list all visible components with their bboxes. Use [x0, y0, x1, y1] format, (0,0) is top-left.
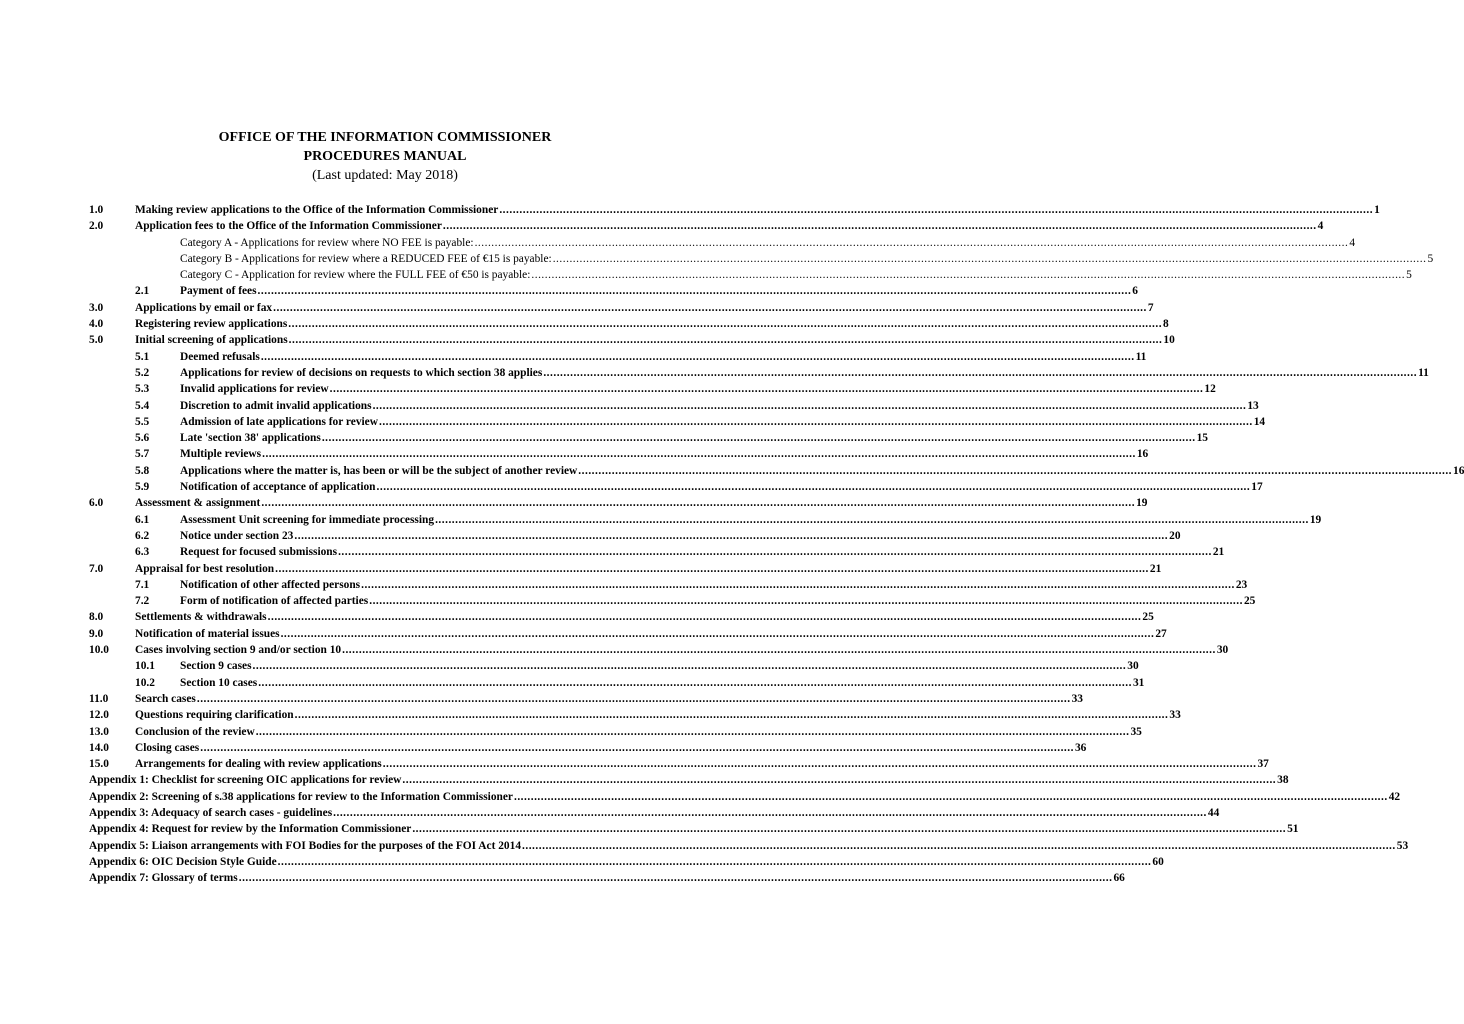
last-updated: (Last updated: May 2018)	[312, 168, 458, 183]
toc-entry-title: Discretion to admit invalid applications	[180, 399, 372, 412]
toc-entry-page: 33	[1071, 692, 1083, 705]
toc-entry-page: 11	[1135, 350, 1147, 363]
toc-entry-number: 10.2	[135, 676, 155, 689]
dot-leader	[262, 446, 1136, 462]
toc-entry-number: 5.9	[135, 481, 150, 494]
dot-leader	[333, 805, 1207, 821]
toc-entry-page: 44	[1207, 806, 1220, 819]
toc-entry[interactable]	[89, 479, 1263, 495]
toc-entry-number: 6.0	[89, 497, 104, 510]
dot-leader	[342, 642, 1216, 658]
dot-leader	[531, 267, 1405, 283]
dot-leader	[288, 316, 1162, 332]
toc-entry-page: 16	[1453, 464, 1464, 477]
toc-entry[interactable]	[89, 381, 1216, 397]
toc-entry[interactable]	[89, 805, 1220, 821]
toc-entry-number: 5.0	[89, 334, 104, 347]
toc-entry-page: 42	[1388, 790, 1401, 803]
dot-leader	[256, 724, 1130, 740]
toc-entry[interactable]	[89, 267, 1412, 283]
dot-leader	[377, 479, 1251, 495]
toc-entry[interactable]	[89, 789, 1401, 805]
toc-entry-title: Applications where the matter is, has been or will be the subject of another review	[180, 464, 578, 477]
toc-entry-title: Assessment Unit screening for immediate processing	[180, 513, 435, 526]
toc-entry-page: 30	[1216, 644, 1229, 657]
toc-entry-title: Section 10 cases	[180, 676, 258, 689]
toc-entry-page: 30	[1127, 660, 1139, 673]
toc-entry[interactable]	[89, 218, 1324, 234]
manual-title: PROCEDURES MANUAL	[303, 149, 467, 164]
toc-entry-page: 37	[1257, 758, 1269, 771]
toc-entry-number: 13.0	[89, 725, 109, 738]
toc-entry-number: 8.0	[89, 611, 104, 624]
toc-entry-number: 6.3	[135, 546, 150, 559]
toc-entry-page: 38	[1277, 774, 1289, 787]
toc-entry-number: 10.1	[135, 660, 155, 673]
toc-entry-number: 14.0	[89, 741, 109, 754]
dot-leader	[258, 283, 1132, 299]
toc-entry[interactable]	[89, 609, 1154, 625]
toc-entry-page: 5	[1427, 252, 1434, 265]
toc-entry-page: 60	[1152, 855, 1164, 868]
toc-entry-number: 5.3	[135, 383, 150, 396]
toc-entry[interactable]	[89, 495, 1148, 511]
toc-entry[interactable]	[89, 446, 1149, 462]
office-title: OFFICE OF THE INFORMATION COMMISSIONER	[218, 130, 552, 145]
toc-entry[interactable]	[89, 561, 1162, 577]
dot-leader	[294, 528, 1168, 544]
toc-entry-number: 5.7	[135, 448, 150, 461]
toc-entry[interactable]	[89, 414, 1266, 430]
toc-entry-page: 35	[1130, 725, 1142, 738]
toc-entry[interactable]	[89, 821, 1299, 837]
toc-entry[interactable]	[89, 235, 1356, 251]
toc-entry-title: Notification of acceptance of application	[180, 481, 376, 494]
toc-entry-title: Multiple reviews	[180, 448, 262, 461]
toc-entry-title: Category C - Application for review where the FULL FEE of €50 is payable:	[180, 269, 531, 282]
toc-entry-page: 25	[1142, 611, 1154, 624]
toc-entry-page: 16	[1136, 448, 1149, 461]
dot-leader	[412, 821, 1286, 837]
document-header	[0, 128, 770, 185]
dot-leader	[499, 202, 1373, 218]
dot-leader	[338, 544, 1212, 560]
dot-leader	[239, 870, 1113, 886]
toc-entry-title: Appendix 1: Checklist for screening OIC applications for review	[89, 774, 402, 787]
toc-entry-page: 1	[1374, 204, 1380, 216]
dot-leader	[268, 609, 1142, 625]
toc-entry-number: 7.2	[135, 595, 150, 608]
dot-leader	[261, 495, 1135, 511]
toc-entry-page: 21	[1212, 546, 1225, 559]
toc-entry-page: 19	[1309, 513, 1322, 526]
toc-entry-number: 2.1	[135, 285, 150, 298]
toc-entry-number: 6.2	[135, 529, 150, 542]
toc-entry[interactable]	[89, 658, 1139, 674]
toc-entry-page: 10	[1163, 334, 1175, 347]
toc-entry-title: Cases involving section 9 and/or section 10	[135, 644, 342, 657]
toc-entry-title: Invalid applications for review	[180, 383, 329, 396]
dot-leader	[258, 675, 1132, 691]
toc-entry[interactable]	[89, 463, 1464, 479]
toc-entry-number: 6.1	[135, 513, 150, 526]
toc-entry-title: Admission of late applications for review	[180, 415, 378, 428]
toc-entry[interactable]	[89, 756, 1269, 772]
toc-entry-page: 21	[1149, 562, 1162, 575]
toc-entry-title: Search cases	[135, 692, 196, 705]
table-of-contents	[89, 202, 1464, 886]
dot-leader	[197, 691, 1071, 707]
toc-entry-title: Payment of fees	[180, 285, 257, 298]
toc-entry[interactable]	[89, 740, 1087, 756]
toc-entry[interactable]	[89, 430, 1208, 446]
toc-entry-number: 5.8	[135, 464, 150, 477]
toc-entry-title: Assessment & assignment	[135, 497, 261, 510]
toc-entry-number: 15.0	[89, 758, 109, 771]
toc-entry[interactable]	[89, 593, 1256, 609]
dot-leader	[402, 772, 1276, 788]
toc-entry[interactable]	[89, 365, 1429, 381]
toc-entry-title: Notification of other affected persons	[180, 578, 361, 591]
dot-leader	[475, 235, 1349, 251]
toc-entry-page: 66	[1113, 872, 1125, 885]
toc-entry[interactable]	[89, 838, 1409, 854]
toc-entry-number: 5.2	[135, 366, 150, 379]
toc-entry-page: 11	[1418, 366, 1429, 379]
toc-entry[interactable]	[89, 349, 1147, 365]
toc-entry-number: 10.0	[89, 644, 109, 657]
toc-entry-title: Appendix 5: Liaison arrangements with FOI Bodies for the purposes of the FOI Act 2014	[89, 839, 522, 852]
toc-entry-number: 11.0	[89, 692, 109, 705]
toc-entry-title: Appendix 6: OIC Decision Style Guide	[89, 855, 277, 868]
toc-entry-title: Appendix 2: Screening of s.38 applications for review to the Information Commissioner	[89, 790, 513, 803]
toc-entry-title: Category B - Applications for review where a REDUCED FEE of €15 is payable:	[180, 252, 552, 265]
toc-entry[interactable]	[89, 528, 1181, 544]
toc-entry-page: 13	[1247, 399, 1259, 412]
toc-entry-page: 14	[1253, 415, 1266, 428]
dot-leader	[522, 838, 1396, 854]
toc-entry-number: 5.5	[135, 415, 150, 428]
toc-entry-title: Notice under section 23	[180, 529, 294, 542]
toc-entry[interactable]	[89, 544, 1225, 560]
toc-entry-title: Questions requiring clarification	[135, 709, 294, 722]
toc-entry-title: Section 9 cases	[180, 660, 252, 673]
dot-leader	[278, 854, 1152, 870]
toc-entry[interactable]	[89, 707, 1181, 723]
toc-entry-title: Appendix 4: Request for review by the Information Commissioner	[89, 823, 412, 836]
toc-entry-title: Applications by email or fax	[135, 301, 273, 314]
toc-entry-page: 20	[1169, 529, 1181, 542]
toc-entry[interactable]	[89, 675, 1145, 691]
toc-entry-title: Late 'section 38' applications	[180, 432, 321, 445]
toc-entry[interactable]	[89, 870, 1125, 886]
toc-entry-page: 19	[1136, 497, 1148, 510]
dot-leader	[273, 300, 1147, 316]
dot-leader	[369, 593, 1243, 609]
toc-entry-page: 33	[1169, 709, 1181, 722]
dot-leader	[261, 349, 1135, 365]
toc-entry-number: 1.0	[89, 204, 104, 216]
toc-entry-number: 12.0	[89, 709, 109, 722]
toc-entry-page: 6	[1132, 285, 1138, 298]
toc-entry-number: 2.0	[89, 220, 104, 233]
toc-entry-title: Appendix 3: Adequacy of search cases - guidelines	[89, 806, 333, 819]
toc-entry-title: Form of notification of affected parties	[180, 595, 369, 608]
toc-entry[interactable]	[89, 202, 1380, 218]
toc-entry-title: Making review applications to the Office of the Information Commissioner	[135, 204, 499, 216]
toc-entry-title: Appendix 7: Glossary of terms	[89, 872, 238, 885]
toc-entry-page: 53	[1396, 839, 1409, 852]
toc-entry-number: 5.1	[135, 350, 150, 363]
toc-entry-title: Initial screening of applications	[135, 334, 288, 347]
dot-leader	[373, 398, 1247, 414]
toc-entry-title: Applications for review of decisions on requests to which section 38 applies	[180, 366, 543, 379]
toc-entry-page: 15	[1196, 432, 1208, 445]
toc-entry-number: 7.1	[135, 578, 150, 591]
toc-entry-title: Arrangements for dealing with review applications	[135, 758, 382, 771]
dot-leader	[322, 430, 1196, 446]
toc-entry-page: 36	[1074, 741, 1087, 754]
toc-entry-page: 51	[1287, 823, 1299, 836]
toc-entry[interactable]	[89, 772, 1289, 788]
dot-leader	[275, 561, 1149, 577]
dot-leader	[200, 740, 1074, 756]
dot-leader	[553, 251, 1427, 267]
toc-entry-number: 5.6	[135, 432, 150, 445]
toc-entry[interactable]	[89, 691, 1083, 707]
toc-entry[interactable]	[89, 283, 1138, 299]
toc-entry-page: 23	[1235, 578, 1248, 591]
toc-entry-page: 31	[1132, 676, 1145, 689]
toc-entry[interactable]	[89, 577, 1248, 593]
toc-entry-title: Conclusion of the review	[135, 725, 255, 738]
dot-leader	[281, 626, 1155, 642]
toc-entry-number: 9.0	[89, 627, 104, 640]
toc-entry-title: Request for focused submissions	[180, 546, 338, 559]
toc-entry-title: Deemed refusals	[180, 350, 260, 363]
toc-entry[interactable]	[89, 512, 1322, 528]
toc-entry-title: Notification of material issues	[135, 627, 280, 640]
toc-entry-title: Closing cases	[135, 741, 200, 754]
toc-entry-page: 25	[1243, 595, 1256, 608]
toc-entry-page: 27	[1155, 627, 1167, 640]
toc-entry-title: Category A - Applications for review where NO FEE is payable:	[180, 236, 474, 249]
dot-leader	[361, 577, 1235, 593]
dot-leader	[295, 707, 1169, 723]
dot-leader	[289, 332, 1163, 348]
toc-entry-number: 4.0	[89, 318, 104, 331]
toc-entry[interactable]	[89, 332, 1175, 348]
toc-entry-page: 12	[1204, 383, 1216, 396]
toc-entry-number: 7.0	[89, 562, 104, 575]
toc-entry[interactable]	[89, 316, 1169, 332]
toc-entry-number: 3.0	[89, 301, 104, 314]
dot-leader	[543, 365, 1417, 381]
toc-entry[interactable]	[89, 398, 1259, 414]
dot-leader	[443, 218, 1317, 234]
dot-leader	[379, 414, 1253, 430]
dot-leader	[330, 381, 1204, 397]
toc-entry[interactable]	[89, 626, 1167, 642]
toc-entry[interactable]	[89, 642, 1229, 658]
toc-entry-title: Settlements & withdrawals	[135, 611, 267, 624]
toc-entry-page: 5	[1406, 269, 1412, 282]
toc-entry-page: 7	[1147, 301, 1154, 314]
toc-entry-title: Application fees to the Office of the Information Commissioner	[135, 220, 442, 233]
toc-entry-page: 17	[1251, 481, 1263, 494]
dot-leader	[253, 658, 1127, 674]
dot-leader	[435, 512, 1309, 528]
dot-leader	[383, 756, 1257, 772]
toc-entry-page: 8	[1163, 318, 1169, 331]
toc-entry-number: 5.4	[135, 399, 150, 412]
dot-leader	[578, 463, 1452, 479]
toc-entry-page: 4	[1317, 220, 1324, 233]
toc-entry[interactable]	[89, 300, 1154, 316]
toc-entry[interactable]	[89, 251, 1434, 267]
toc-entry-page: 4	[1349, 236, 1356, 249]
toc-entry-title: Registering review applications	[135, 318, 288, 331]
toc-entry[interactable]	[89, 724, 1142, 740]
dot-leader	[514, 789, 1388, 805]
toc-entry-title: Appraisal for best resolution	[135, 562, 275, 575]
toc-entry[interactable]	[89, 854, 1164, 870]
